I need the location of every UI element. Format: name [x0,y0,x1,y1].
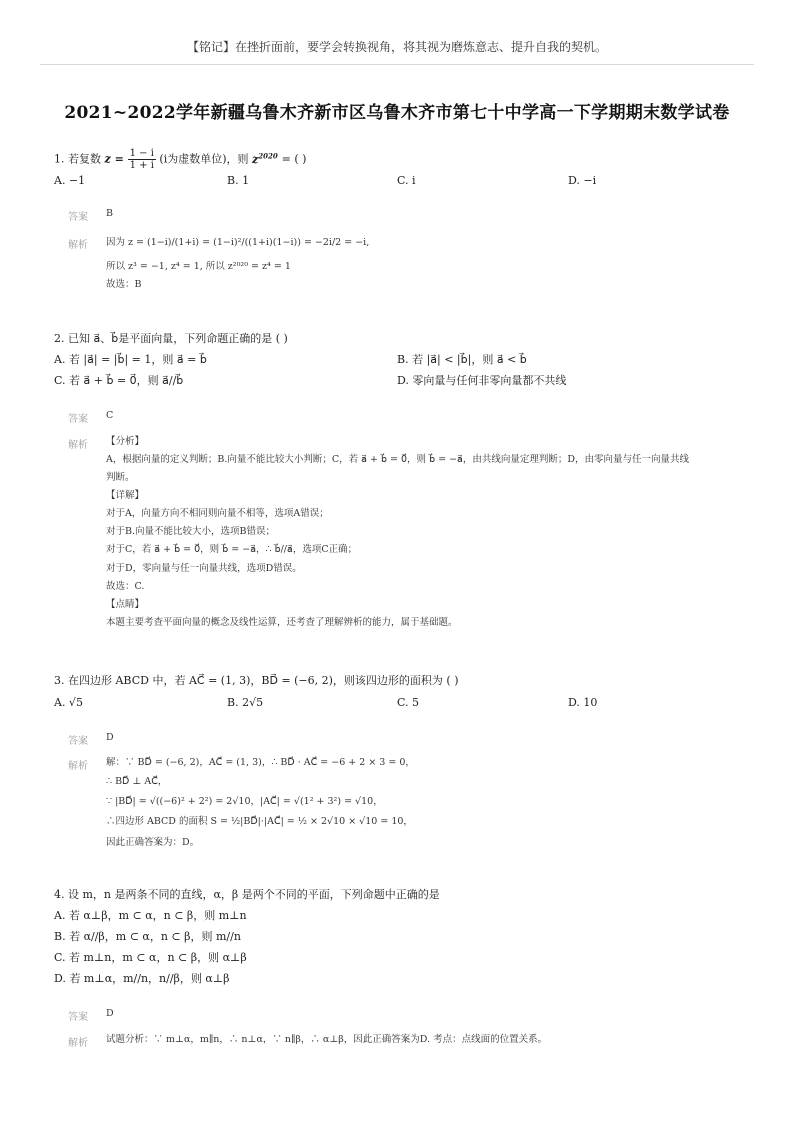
q1-solution-line-2: 所以 z³ = −1, z⁴ = 1, 所以 z²⁰²⁰ = z⁴ = 1 [106,261,291,272]
q2-analysis-label: 解析 [68,440,88,451]
q2-analysis-line-10: 【点睛】 [106,599,145,610]
header-divider [40,64,754,65]
q4-solution-line-1: 试题分析：∵ m⊥α，m∥n，∴ n⊥α，∵ n∥β，∴ α⊥β，因此正确答案为D. 考点：点线面的位置关系。 [106,1034,548,1045]
q2-stem: 2. 已知 a⃗、b⃗是平面向量，下列命题正确的是 ( ) [54,332,288,345]
q3-solution-line-3: ∵ |BD⃗| = √((−6)² + 2²) = 2√10，|AC⃗| = √(1² + 3²) = √10， [106,796,383,807]
q2-analysis-line-2: A，根据向量的定义判断；B.向量不能比较大小判断；C，若 a⃗ + b⃗ = 0⃗，则 b⃗ = −a⃗，由共线向量定理判断；D，由零向量与任一向量共线 [106,454,689,465]
q2-option-a[interactable]: A. 若 |a⃗| = |b⃗| = 1，则 a⃗ = b⃗ [54,353,207,366]
q4-answer-label: 答案 [68,1012,88,1023]
q4-answer: D [106,1008,114,1019]
motto: 【铭记】在挫折面前，要学会转换视角，将其视为磨炼意志、提升自我的契机。 [186,40,607,54]
q3-option-d[interactable]: D. 10 [568,696,598,709]
q3-solution-line-5: 因此正确答案为：D。 [106,837,200,848]
q3-option-c[interactable]: C. 5 [397,696,420,709]
q4-option-a[interactable]: A. 若 α⊥β，m ⊂ α，n ⊂ β，则 m⊥n [54,909,247,922]
q2-analysis-line-1: 【分析】 [106,436,145,447]
q2-option-b[interactable]: B. 若 |a⃗| < |b⃗|，则 a⃗ < b⃗ [397,353,527,366]
q1-answer: B [106,208,113,219]
q1-fraction: $\frac{1 - i}{1 + i}$ [129,148,154,171]
q2-analysis-line-11: 本题主要考查平面向量的概念及线性运算，还考查了理解辨析的能力，属于基础题。 [106,617,458,628]
q4-analysis-label: 解析 [68,1038,88,1049]
q1-stem: 1. 若复数 z = $\frac{1 - i}{1 + i}$ (i为虚数单位)，则 $z^{2020}$ = ( ) [54,148,307,171]
q3-solution-line-2: ∴ BD⃗ ⊥ AC⃗， [106,776,168,787]
q2-option-d[interactable]: D. 零向量与任何非零向量都不共线 [397,374,567,387]
q2-option-c[interactable]: C. 若 a⃗ + b⃗ = 0⃗，则 a⃗//b⃗ [54,374,184,387]
q2-analysis-line-9: 故选：C. [106,581,145,592]
q2-analysis-line-4: 【详解】 [106,490,145,501]
q4-option-d[interactable]: D. 若 m⊥α，m//n，n//β，则 α⊥β [54,972,230,985]
q1-answer-label: 答案 [68,212,88,223]
q2-answer: C [106,410,114,421]
q3-solution-line-4: ∴四边形 ABCD 的面积 S = ½|BD⃗|·|AC⃗| = ½ × 2√10 × √10 = 10， [106,816,413,827]
q4-option-b[interactable]: B. 若 α//β，m ⊂ α，n ⊂ β，则 m//n [54,930,241,943]
q1-solution-line-1: 因为 z = (1−i)/(1+i) = (1−i)²/((1+i)(1−i)) = −2i/2 = −i, [106,237,370,248]
q4-option-c[interactable]: C. 若 m⊥n，m ⊂ α，n ⊂ β，则 α⊥β [54,951,247,964]
page-title: 2021~2022学年新疆乌鲁木齐新市区乌鲁木齐市第七十中学高一下学期期末数学试卷 [64,103,730,123]
q3-answer: D [106,732,114,743]
q3-solution-line-1: 解：∵ BD⃗ = (−6, 2)，AC⃗ = (1, 3)，∴ BD⃗ · AC⃗ = −6 + 2 × 3 = 0， [106,757,415,768]
q3-stem: 3. 在四边形 ABCD 中，若 AC⃗ = (1, 3)，BD⃗ = (−6, 2)，则该四边形的面积为 ( ) [54,674,459,687]
q2-analysis-line-5: 对于A，向量方向不相同则向量不相等，选项A错误； [106,508,329,519]
q3-analysis-label: 解析 [68,761,88,772]
q1-option-c[interactable]: C. i [397,174,416,187]
q1-option-d[interactable]: D. −i [568,174,597,187]
q2-analysis-line-7: 对于C，若 a⃗ + b⃗ = 0⃗，则 b⃗ = −a⃗，∴ b⃗//a⃗，选项C正确； [106,544,358,555]
q2-analysis-line-8: 对于D，零向量与任一向量共线，选项D错误。 [106,563,302,574]
q3-answer-label: 答案 [68,736,88,747]
q1-solution-line-3: 故选：B [106,279,142,290]
q2-analysis-line-3: 判断。 [106,472,135,483]
q4-stem: 4. 设 m，n 是两条不同的直线，α，β 是两个不同的平面，下列命题中正确的是 [54,888,440,901]
q1-option-a[interactable]: A. −1 [54,174,86,187]
q2-analysis-line-6: 对于B.向量不能比较大小，选项B错误； [106,526,275,537]
q3-option-a[interactable]: A. √5 [54,696,83,709]
q1-analysis-label: 解析 [68,240,88,251]
q3-option-b[interactable]: B. 2√5 [227,696,264,709]
q1-option-b[interactable]: B. 1 [227,174,250,187]
q2-answer-label: 答案 [68,414,88,425]
